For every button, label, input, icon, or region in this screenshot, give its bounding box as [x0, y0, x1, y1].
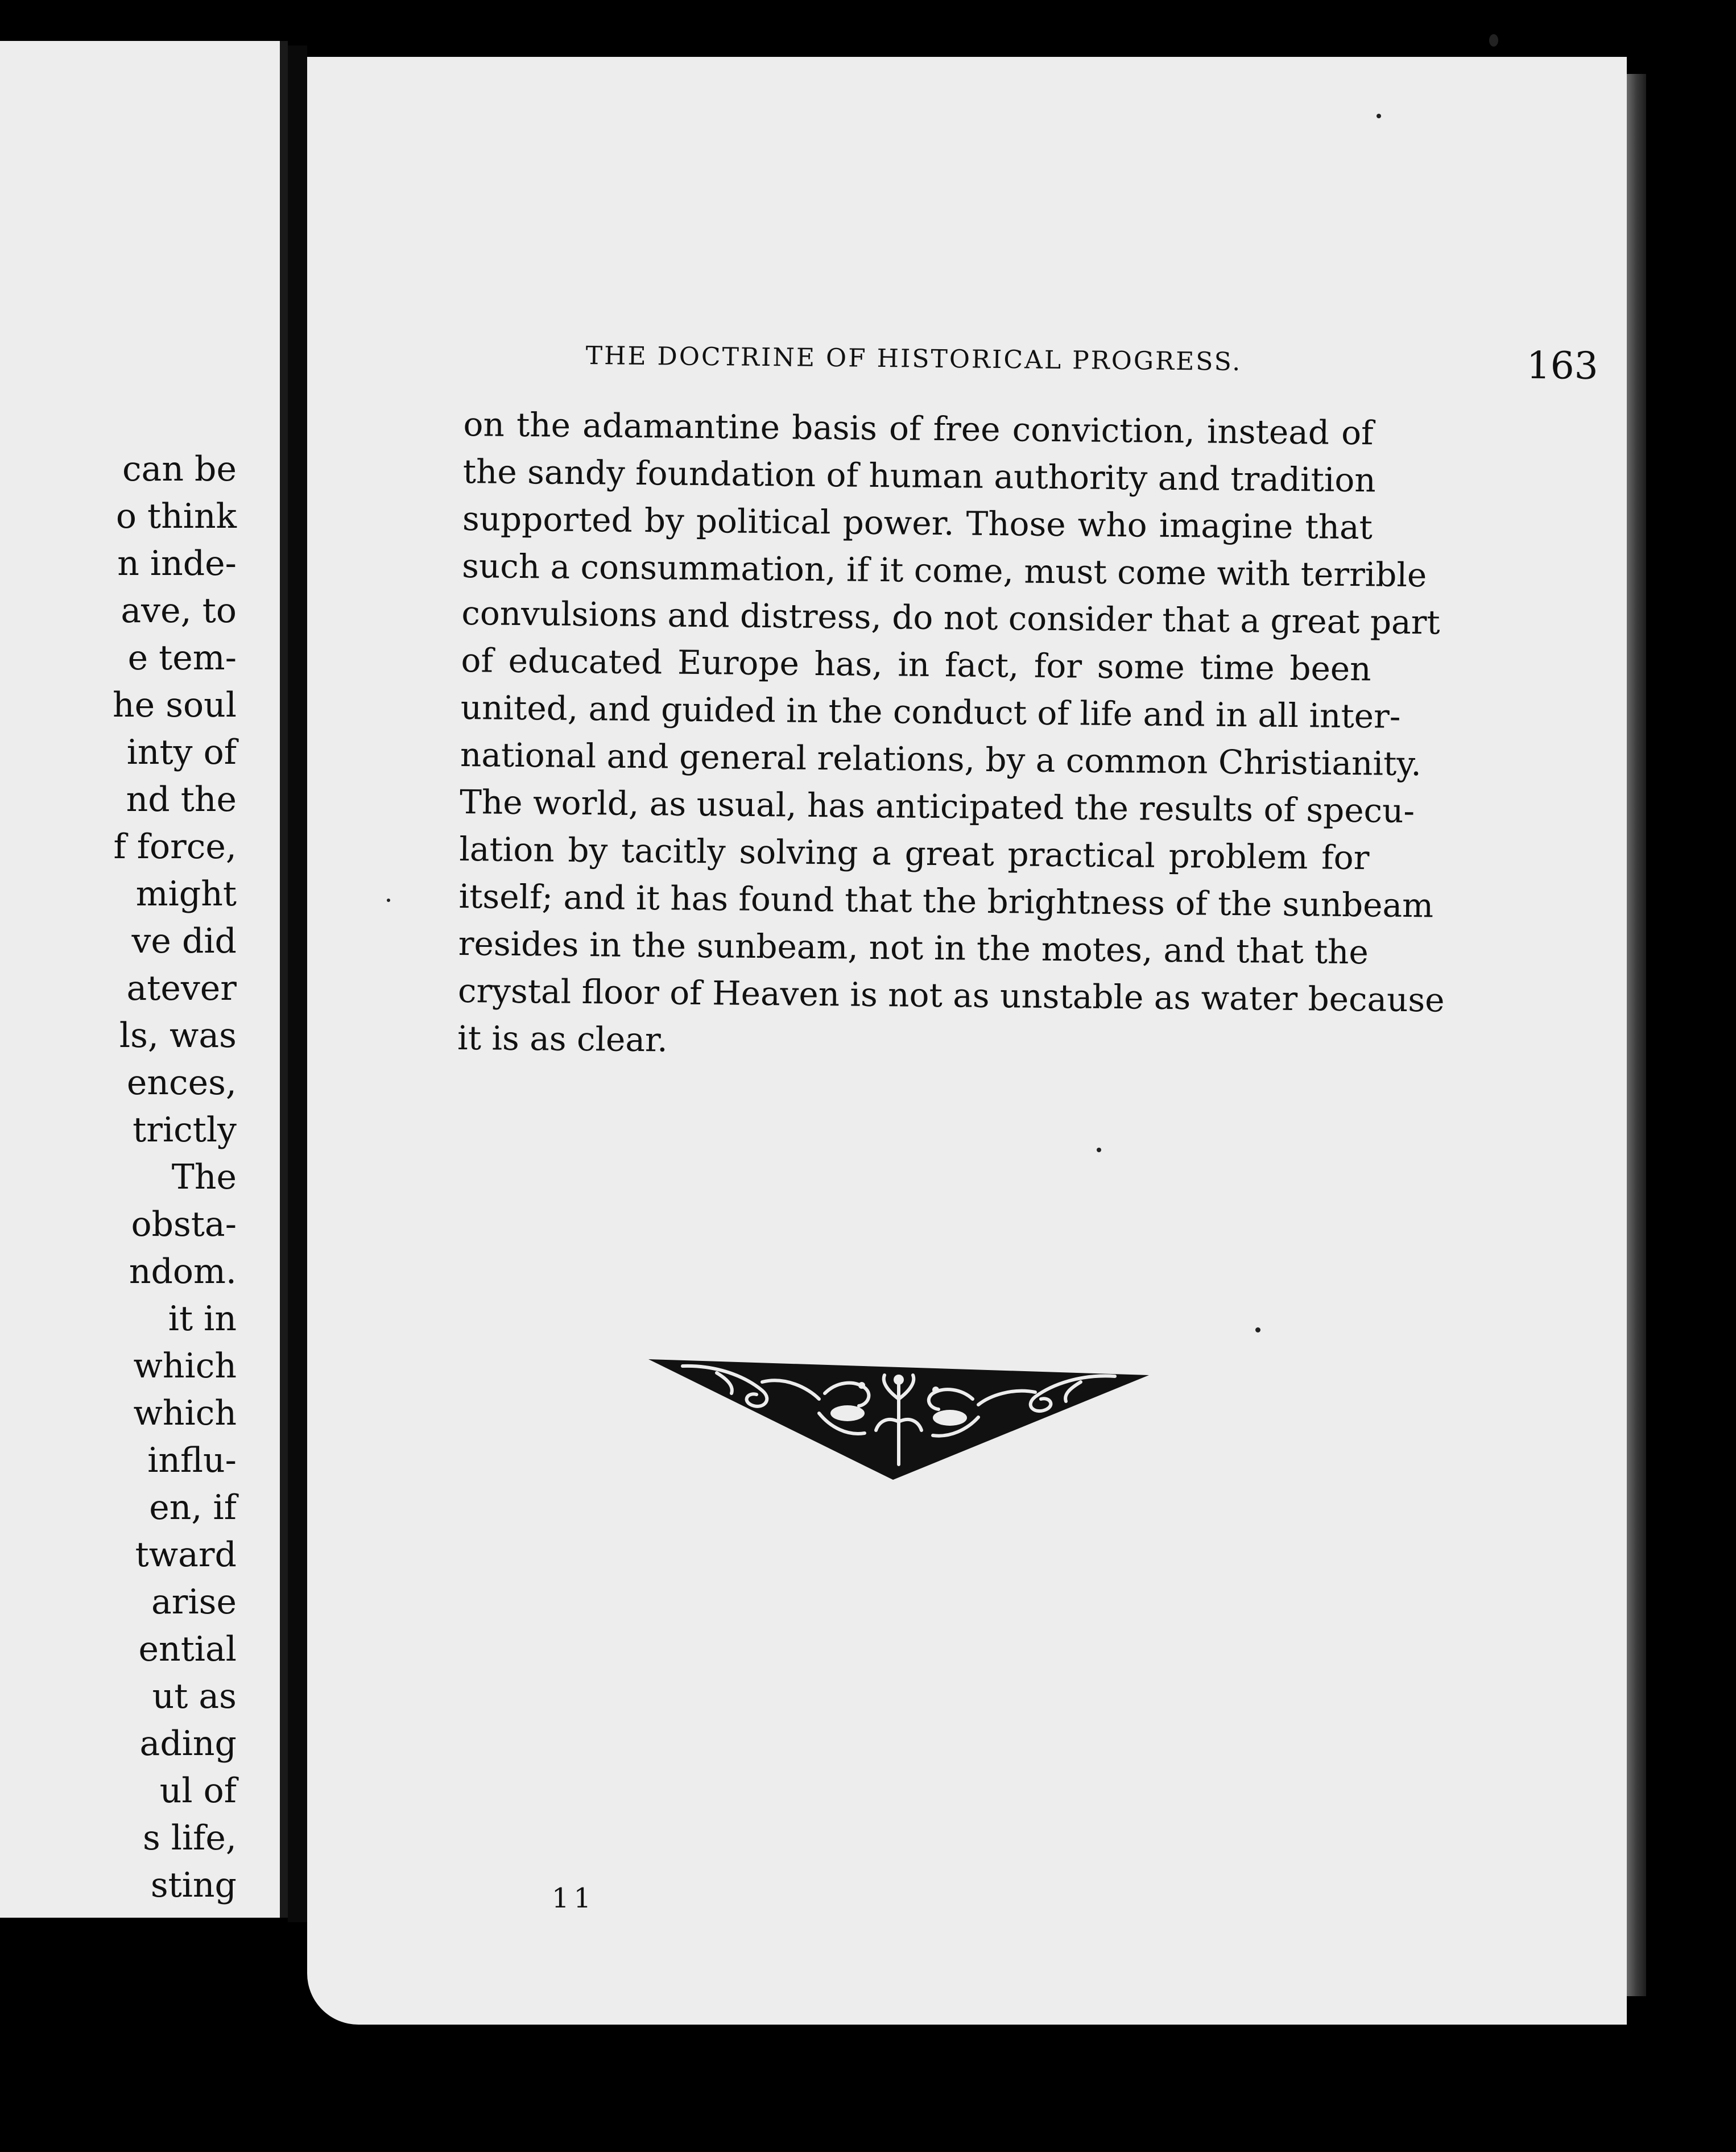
left-page-line: ndom. [129, 1252, 237, 1292]
left-page-line: en, if [149, 1488, 237, 1528]
body-text-line: convulsions and distress, do not consider that a great part [461, 593, 1441, 642]
page-number: 163 [1526, 343, 1599, 388]
left-page-line: ave, to [121, 591, 237, 631]
left-page-line: obsta- [131, 1205, 237, 1244]
body-text-line: the sandy foundation of human authority and tradition [462, 452, 1377, 500]
left-page-line: which [133, 1346, 237, 1386]
dust-speck [387, 899, 390, 902]
running-head-title: THE DOCTRINE OF HISTORICAL PROGRESS. [585, 341, 1242, 377]
griffin-tailpiece-ornament-icon [648, 1359, 1149, 1490]
left-page-line: inty of [126, 732, 237, 772]
left-page-line: ul of [159, 1771, 237, 1811]
body-text-line: resides in the sunbeam, not in the motes, and that the [458, 924, 1369, 972]
left-page-line: influ- [147, 1441, 237, 1480]
left-page-text [113, 446, 237, 1909]
left-page-line: trictly [133, 1110, 237, 1150]
body-text-line: lation by tacitly solving a great practical problem for [459, 829, 1370, 878]
body-text-line: supported by political power. Those who imagine that [462, 499, 1373, 547]
body-text-line: The world, as usual, has anticipated the results of specu- [459, 782, 1415, 831]
left-page-line: he soul [113, 685, 237, 725]
left-page-line: The [171, 1157, 237, 1197]
left-facing-page [0, 41, 288, 1918]
left-page-line: can be [122, 449, 237, 489]
body-text-line: crystal floor of Heaven is not as unstable as water because [457, 971, 1445, 1020]
left-page-line: it in [168, 1299, 237, 1339]
dust-speck [1489, 34, 1498, 47]
body-text-line: of educated Europe has, in fact, for some time been [461, 640, 1371, 689]
left-page-line: ls, was [119, 1016, 237, 1056]
left-page-line: o think [115, 496, 237, 536]
body-text-line: on the adamantine basis of free conviction, instead of [463, 404, 1374, 453]
page-block-edge [1627, 74, 1646, 1996]
body-text-line: united, and guided in the conduct of life and in all inter- [460, 688, 1401, 736]
left-page-line: ut as [152, 1677, 237, 1716]
dust-speck [1097, 1148, 1101, 1152]
running-head [585, 341, 1598, 402]
dust-speck [1377, 114, 1381, 118]
left-page-line: might [135, 874, 237, 914]
body-text-line: such a consummation, if it come, must come with terrible [461, 546, 1427, 595]
left-page-line: ential [138, 1629, 237, 1669]
left-page-line: which [133, 1393, 237, 1433]
left-page-line: arise [151, 1582, 237, 1622]
left-page-line: f force, [113, 827, 237, 867]
left-page-line: sting [150, 1865, 237, 1905]
left-page-line: e tem- [127, 638, 237, 678]
signature-mark: 11 [552, 1882, 596, 1914]
dust-speck [1255, 1327, 1260, 1332]
body-text-line: it is as clear. [457, 1018, 668, 1060]
body-text [457, 401, 1445, 1070]
left-page-line: atever [126, 969, 237, 1008]
left-page-line: ading [139, 1724, 237, 1764]
left-page-line: s life, [142, 1818, 237, 1858]
body-text-line: itself; and it has found that the brightness of the sunbeam [458, 876, 1434, 925]
left-page-line: n inde- [117, 544, 237, 583]
right-page [307, 57, 1627, 2025]
left-page-line: tward [135, 1535, 237, 1575]
book-gutter [288, 45, 307, 1922]
body-text-line: national and general relations, by a common Christianity. [460, 735, 1422, 784]
left-page-line: nd the [126, 780, 237, 820]
left-page-line: ences, [126, 1063, 237, 1103]
left-page-line: ve did [131, 921, 237, 961]
